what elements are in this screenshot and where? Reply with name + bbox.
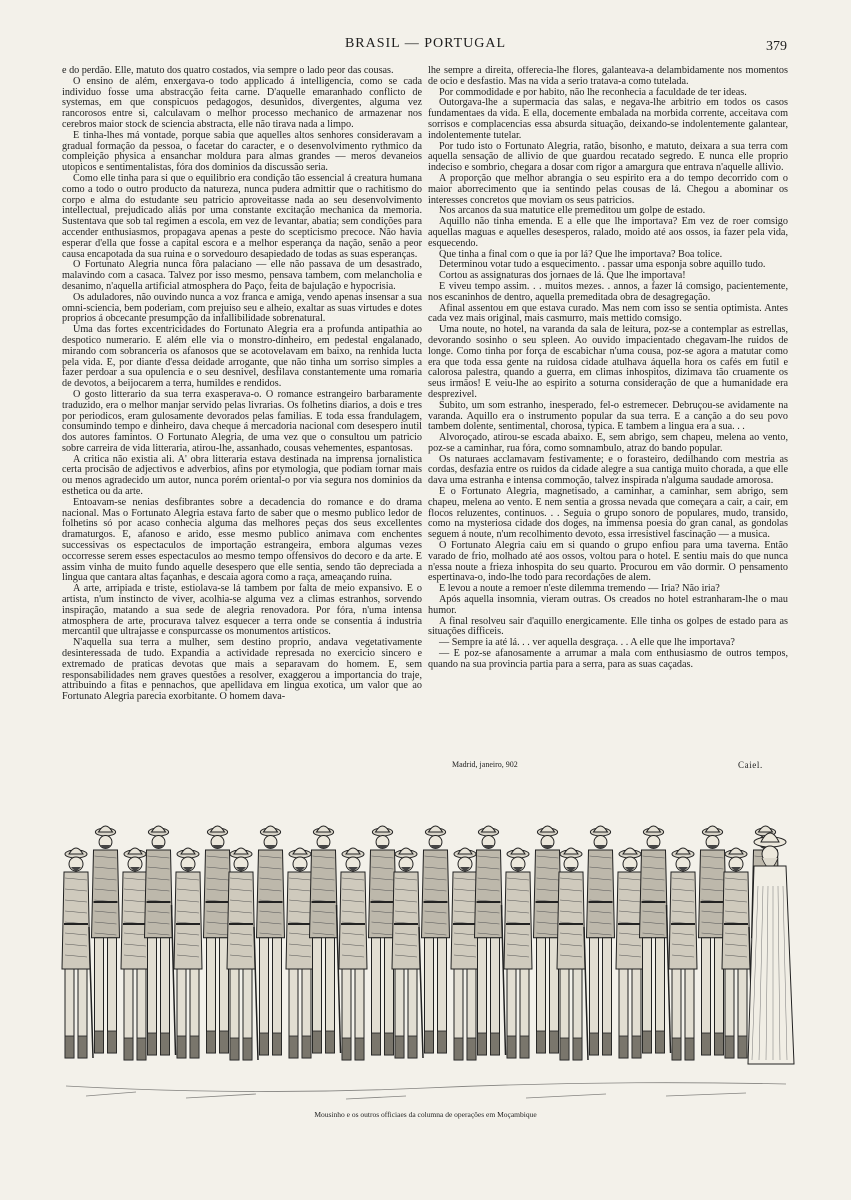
dateline: Madrid, janeiro, 902 (452, 760, 518, 769)
paragraph: — E poz-se afanosamente a arrumar a mala com enthusiasmo de outros tempos, quando na sua provincia partia para a serra, para as suas caçadas. (428, 648, 788, 670)
paragraph: Nos arcanos da sua matutice elle premeditou um golpe de estado. (439, 205, 706, 217)
robed-figure (748, 833, 794, 1064)
paragraph: N'aquella sua terra a mulher, sem destino proprio, andava vegetativamente desinteressada de tudo. Expandia a actividade represada no exercicio sincero e extremado de praticas devotas que mais a separavam do homem. E, sem responsabilidades nem graves questões a resolver, exaggerou a importancia do traje, attribuindo a fitas e pennachos, que apellidava em lingua exotica, um valor que ao Fortunato Alegria parecia exorbitante. O homem dava- (62, 637, 422, 703)
paragraph: Que tinha a final com o que ia por lá? Que lhe importava? Boa tolice. (439, 248, 723, 260)
paragraph: Como elle tinha para si que o equilibrio era condição tão essencial á creatura humana como a todo o outro producto da natureza, nunca pudera admittir que o rachitismo do corpo e alma do estudante seu patricio aproveitasse nada ao seu desenvolvimento intellectual, prejudicado aliás por uma constante excitação mechanica da memoria. Sustentava que sob tal regimen a escola, em vez de levantar, abatia; sem condições para accender enthusiasmos, propagava apenas a peste do scepticismo precoce. Não havia esperar d'ella que fosse a capital escora e a melhor esperança da nação, senão a peor causa encapotada da sua ruina e o sorvedouro desapiedado de todas as suas esperanças. (62, 172, 422, 260)
author-signature: Caiel. (738, 760, 763, 770)
officer-figure (451, 848, 479, 1060)
officer-figure (286, 848, 314, 1058)
paragraph: Os naturaes acclamavam festivamente; e o forasteiro, dedilhando com mestria as cordas, desfazia entre os ruidos da cidade alegre a sua cantiga muito chorada, a que elle dava uma estranha e intensa commoção, talvez inspirada n'alguma saudade amorosa. (428, 453, 788, 487)
officer-figure (616, 848, 644, 1058)
officer-figure (174, 848, 202, 1058)
officer-figure (504, 848, 532, 1058)
officer-figure (62, 848, 93, 1058)
paragraph: lhe sempre a direita, offerecia-lhe flores, galanteava-a delambidamente nos momentos de ocio e desfastio. Mas na vida a serio tratava-a como tutelada. (428, 66, 788, 87)
right-text-column (428, 66, 788, 756)
paragraph: A final resolveu sair d'aquillo energicamente. Elle tinha os golpes de estado para as situações difficeis. (428, 615, 788, 638)
group-portrait-engraving (46, 796, 806, 1106)
paragraph: E o Fortunato Alegria, magnetisado, a caminhar, a caminhar, sem abrigo, sem chapeu, melena ao vento. E nem sentia a grossa nevada que começara a cair, a cair, em flocos reluzentes, continuos. . . Seguia o grupo sonoro de populares, mudo, transido, como na mysteriosa cidade dos doges, na immensa poesia do gran canal, as gondolas seguem á noute, n'um recolhimento devoto, essa irresistivel fascinação — a musica. (428, 486, 788, 541)
paragraph: Por tudo isto o Fortunato Alegria, ratão, bisonho, e matuto, deixara a sua terra com aquella sensação de allivio de que guardou recatado segredo. E nunca elle proprio indeciso e sombrio, chegara a dosar com rigor a amargura que entrava n'aquelle allivio. (428, 140, 788, 174)
paragraph: E levou a noute a remoer n'este dilemma tremendo — Iria? Não iria? (439, 583, 720, 595)
paragraph: A arte, arripiada e triste, estiolava-se lá tambem por falta de meio expansivo. E o artista, n'um instincto de viver, acolhia-se alguma vez a climas estranhos, sorvendo inspiração, matando a sua sede de alegria renovadora. Por fóra, n'uma intensa atmosphera de arte, procurava talvez esquecer a terra onde se consentia á industria mercantil que ultrajasse e conspurcasse os monumentos artisticos. (62, 583, 422, 638)
paragraph: A critica não existia ali. A' obra litteraria estava destinada na imprensa jornalistica certa procisão de adjectivos e adverbios, afins por etymologia, que podiam tornar mais ou menos agradecido um autor, nunca porém oriental-o por via segura nos dominios da esthetica ou da arte. (62, 453, 422, 498)
paragraph: Os aduladores, não ouvindo nunca a voz franca e amiga, vendo apenas insensar a sua omni-sciencia, bem poderiam, com prejuiso seu e alheio, exaltar as suas virtudes e dotes proprios á obcecante presumpção da infallibilidade sobrenatural. (62, 291, 422, 325)
paragraph: E tinha-lhes má vontade, porque sabia que aquelles altos senhores consideravam a gradual formação da pessoa, o facetar do caracter, e o desenvolvimento rythmico da compleição physica a ensanchar moldura para almas grandes — meros devaneios utopicos e sentimentalistas, fóra dos dominios da discussão seria. (62, 129, 422, 174)
officer-figure (227, 848, 258, 1060)
officers-group (62, 826, 794, 1064)
paragraph: O Fortunato Alegria caiu em si quando o grupo enfiou para uma taverna. Então varado de frio, molhado até aos ossos, voltou para o hotel. E sentiu mais do que nunca n'essa noute a frieza inhospita do seu quarto. Procurou em vão dormir. O pensamento espertinava-o, indo-lhe todo para recordações de alem. (428, 540, 788, 584)
officer-figure (587, 826, 615, 1055)
paragraph: Afinal assentou em que estava curado. Mas nem com isso se sentia optimista. Antes cada vez mais original, mais casmurro, mais mettido comsigo. (428, 302, 788, 325)
paragraph: Subito, um som estranho, inesperado, fel-o estremecer. Debruçou-se avidamente na varanda. Aquillo era o instrumento popular da sua terra. E a canção a do seu povo tambem dolente, sentimental, chorosa, typica. E tambem a lingua era a sua. . . (428, 399, 788, 433)
left-text-column (62, 66, 422, 806)
paragraph: Uma noute, no hotel, na varanda da sala de leitura, poz-se a contemplar as estrellas, devorando sosinho o seu spleen. Ao ouvido impacientado chegavam-lhe ruidos de longe. Como tinha por força de escabichar n'uma cousa, poz-se agora a matutar como era que toda essa gente na ruidosa cidade atulhava áquella hora os cafés em futil e calorosa palestra, quando a guerra, em climas inhospitos, dizimava tão cruamente os seus irmãos! E veiu-lhe ao espirito a soturna consideração de que a humanidade era desprezivel. (428, 324, 788, 400)
paragraph: A proporção que melhor abrangia o seu espirito era a do tempo decorrido com o maior aborrecimento que ia sentindo pelas cousas de lá. Chegou a abominar os interesses concretos que moviam os seus patricios. (428, 172, 788, 206)
paragraph: Outorgava-lhe a supermacia das salas, e negava-lhe arbitrio em todos os casos fundamentaes da vida. E ella, docemente embalada na morbida corrente, acceitava com sorrisos e complacencias essa absurda situação, deixando-se indolentemente galantear, indolentemente tutelar. (428, 97, 788, 141)
paragraph: — Sempre ia até lá. . . ver aquella desgraça. . . A elle que lhe importava? (439, 637, 735, 649)
paragraph: O gosto litterario da sua terra exasperava-o. O romance estrangeiro barbaramente traduzido, era o melhor manjar servido pelas livrarias. Os folhetins diarios, a dois e tres por periodicos, eram gulosamente devorados pelas familias. E toda essa frandulagem, consumindo tempo e dinheiro, dava cheque á mercadoria nacional com desespero inutil dos autores famintos. O Fortunato Alegria, de uma vez que o consultou um patricio sobre carreira de vida litteraria, atirou-lhe, assanhado, cousas vehementes, espantosas. (62, 388, 422, 454)
officer-figure (310, 826, 341, 1053)
officer-figure (557, 848, 588, 1060)
page-number: 379 (766, 39, 787, 54)
paragraph: O Fortunato Alegria nunca fôra palaciano — elle não passava de um desastrado, malavindo com a casaca. Talvez por isso mesmo, pensava tambem, com melancholia e desanimo, n'aquella artificial atmosphera do Paço, feita de bajulação e hypocrisia. (62, 259, 422, 292)
paragraph: Determinou votar tudo a esquecimento. . passar uma esponja sobre aquillo tudo. (439, 259, 766, 271)
running-head (0, 36, 851, 56)
officer-figure (257, 826, 285, 1055)
paragraph: Após aquella insomnia, vieram outras. Os creados no hotel estranharam-lhe o mau humor. (428, 594, 788, 616)
officer-figure (92, 826, 120, 1053)
paragraph: Cortou as assignaturas dos jornaes de lá. Que lhe importava! (439, 270, 686, 282)
officer-figure (422, 826, 450, 1053)
officer-figure (339, 848, 367, 1060)
officer-figure (145, 826, 176, 1055)
officer-figure (722, 848, 753, 1058)
paragraph: e do perdão. Elle, matuto dos quatro costados, via sempre o lado peor das cousas. (62, 66, 394, 76)
paragraph: Aquillo não tinha emenda. E a elle que lhe importava? Em vez de roer comsigo aquellas maguas e aquelles desesperos, ralado, moido até aos ossos, ia fazer pela vida, esquecendo. (428, 216, 788, 249)
masthead: BRASIL — PORTUGAL (344, 36, 507, 51)
officer-figure (121, 848, 149, 1060)
paragraph: O ensino de além, enxergava-o todo applicado á intelligencia, como se cada individuo fosse uma abstracção feita carne. D'aquelle emaranhado conflicto de systemas, em que conspicuos pedagogos, desunidos, divergentes, alguma vez rancorosos entre si, calculavam o melhor processo mechanico de armazenar nos cerebros maior stock de sciencia abstracta, elle não tirava nada a limpo. (62, 75, 422, 130)
officer-figure (392, 848, 423, 1058)
paragraph: E viveu tempo assim. . . muitos mezes. . annos, a fazer lá comsigo, pacientemente, nos escaninhos de dentro, aquella premeditada obra de desagregação. (428, 280, 788, 303)
paragraph: Por commodidade e por habito, não lhe reconhecia a faculdade de ter ideas. (439, 86, 747, 98)
illustration-caption: Mousinho e os outros officiaes da columna de operações em Moçambique (314, 1110, 537, 1119)
paragraph: Alvoroçado, atirou-se escada abaixo. E, sem abrigo, sem chapeu, melena ao vento, poz-se a caminhar, rua fóra, como somnambulo, atraz do bando popular. (428, 432, 788, 454)
officer-figure (669, 848, 697, 1060)
officer-figure (475, 826, 506, 1055)
paragraph: Uma das fortes excentricidades do Fortunato Alegria era a profunda antipathia ao despotico numerario. E além elle via o monstro-dinheiro, em pedestal engalanado, mirando com sobranceria os afanosos que se acotovelavam em baixo, na renhida lucta pela vida. E, por diante d'essa deidade arrogante, que não tinha um sorriso simples a fazer perdoar a sua opulencia e o seu desnivel, desfilava constantemente uma romaria de devotos, a beijocarem a terra, humildes e rendidos. (62, 324, 422, 390)
officer-figure (640, 826, 671, 1053)
paragraph: Entoavam-se nenias desfibrantes sobre a decadencia do romance e do drama nacional. Mas o Fortunato Alegria estava farto de saber que o mesmo publico ledor de folhetins só por acaso conhecia alguma das melhores peças dos seus excellentes dramaturgos. E, afanoso e arido, esse mesmo publico animava com enchentes successivas os espectaculos de importação estrangeira, embora algumas vezes occorresse serem esses espectaculos ao mesmo tempo offensivos do decoro e da arte. E assim vinha de muito fundo aquelle desespero que elle sentia, sendo tão depreciada a lingua que cantara altas façanhas, e descaia agora como a raça, ameaçando ruina. (62, 496, 422, 584)
